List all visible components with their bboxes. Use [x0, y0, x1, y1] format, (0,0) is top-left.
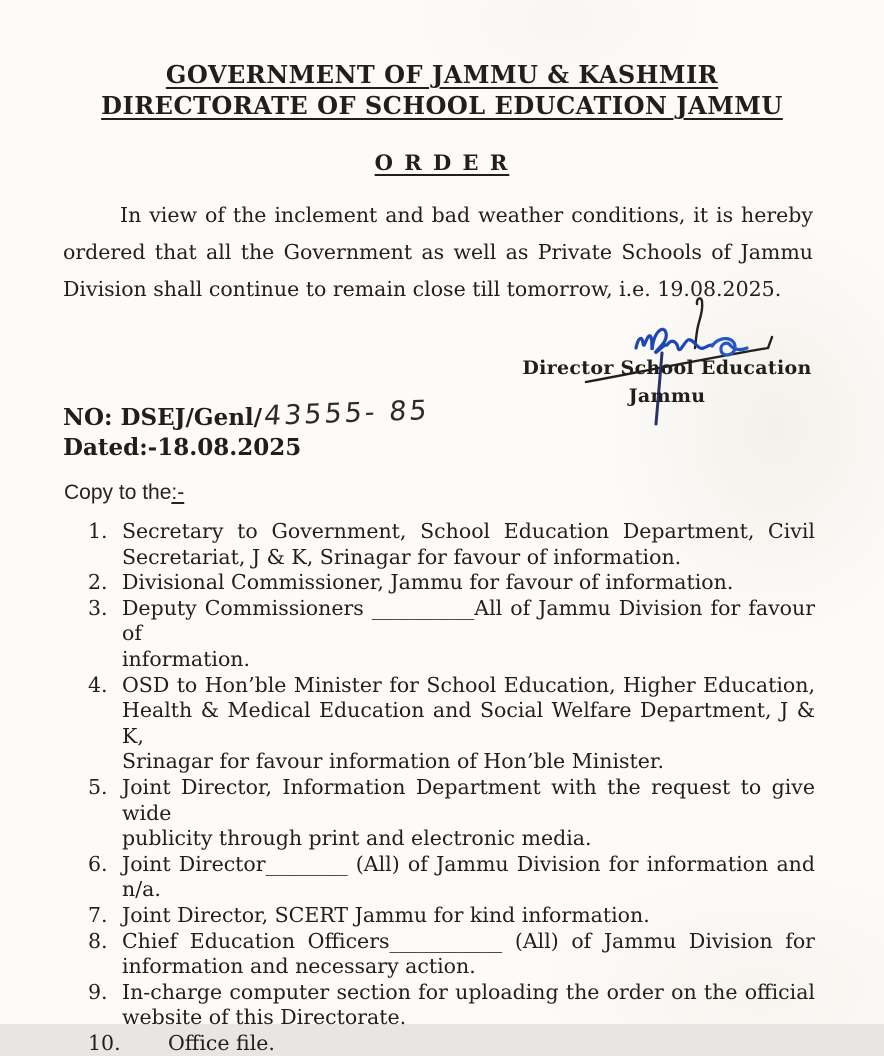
paragraph-line: Division shall continue to remain close till tomorrow, i.e. 19.08.2025. [63, 277, 782, 301]
list-item [88, 980, 815, 1031]
reference-number-handwritten: 43555- 85 [262, 395, 431, 432]
reference-block [63, 395, 431, 463]
item-line: information. [122, 646, 251, 671]
item-number: 4. [88, 672, 108, 697]
reference-date-line: Dated:-18.08.2025 [63, 434, 302, 461]
item-line: Divisional Commissioner, Jammu for favour of information. [122, 570, 734, 595]
item-line: Chief Education Officers___________ (All) of Jammu Division for [122, 928, 815, 953]
item-line: Health & Medical Education and Social Welfare Department, J & K, [122, 698, 815, 748]
item-number: 6. [88, 851, 108, 876]
item-line: Secretary to Government, School Education Department, Civil [122, 519, 815, 543]
item-line: information and necessary action. [122, 954, 476, 979]
list-item [88, 852, 815, 903]
reference-number-line [63, 395, 431, 433]
item-number: 1. [88, 519, 108, 543]
list-item [88, 673, 815, 775]
item-line: In-charge computer section for uploading the order on the official [122, 979, 815, 1004]
item-number: 5. [88, 774, 108, 799]
item-line: Srinagar for favour information of Hon’ble Minister. [122, 749, 664, 774]
reference-number-label: NO: DSEJ/Genl/ [63, 404, 263, 431]
list-item [88, 596, 815, 673]
item-line: publicity through print and electronic media. [122, 826, 592, 851]
item-number: 9. [88, 979, 108, 1004]
document-title-text: GOVERNMENT OF JAMMU & KASHMIR [165, 60, 719, 89]
document-subtitle [0, 91, 884, 120]
copy-list [88, 519, 815, 1056]
list-item [88, 903, 815, 929]
copy-to-heading-suffix: :- [171, 481, 185, 504]
item-line: Joint Director, SCERT Jammu for kind information. [122, 902, 650, 927]
item-line: Office file. [168, 1030, 275, 1055]
item-line: website of this Directorate. [122, 1005, 407, 1030]
item-number: 10. [88, 1030, 121, 1055]
item-line: Secretariat, J & K, Srinagar for favour of information. [122, 544, 682, 569]
copy-to-heading [64, 481, 184, 505]
list-item [88, 570, 815, 596]
item-number: 8. [88, 928, 108, 953]
list-item [88, 929, 815, 980]
item-line: n/a. [122, 877, 161, 902]
item-line: Joint Director, Information Department with the request to give wide [122, 774, 815, 825]
order-paragraph [63, 197, 813, 308]
item-number: 7. [88, 902, 108, 927]
item-line: Deputy Commissioners __________All of Jammu Division for favour of [122, 595, 815, 646]
signature-block [512, 354, 822, 410]
item-line: OSD to Hon’ble Minister for School Education, Higher Education, [122, 672, 815, 697]
document-subtitle-text: DIRECTORATE OF SCHOOL EDUCATION JAMMU [101, 91, 783, 120]
document-title [0, 60, 884, 89]
paragraph-line: ordered that all the Government as well as Private Schools of Jammu [63, 240, 813, 264]
item-line: Joint Director________ (All) of Jammu Division for information and [122, 851, 815, 876]
order-heading [0, 150, 884, 175]
list-item [88, 775, 815, 852]
item-number: 2. [88, 570, 108, 595]
signatory-title: Director School Education [522, 357, 812, 379]
order-heading-text: O R D E R [374, 150, 510, 175]
signatory-location: Jammu [628, 385, 706, 407]
list-item [88, 519, 815, 570]
list-item [88, 1031, 815, 1056]
item-number: 3. [88, 595, 108, 620]
copy-to-heading-text: Copy to the [64, 481, 172, 504]
paragraph-line: In view of the inclement and bad weather conditions, it is hereby [120, 203, 813, 227]
